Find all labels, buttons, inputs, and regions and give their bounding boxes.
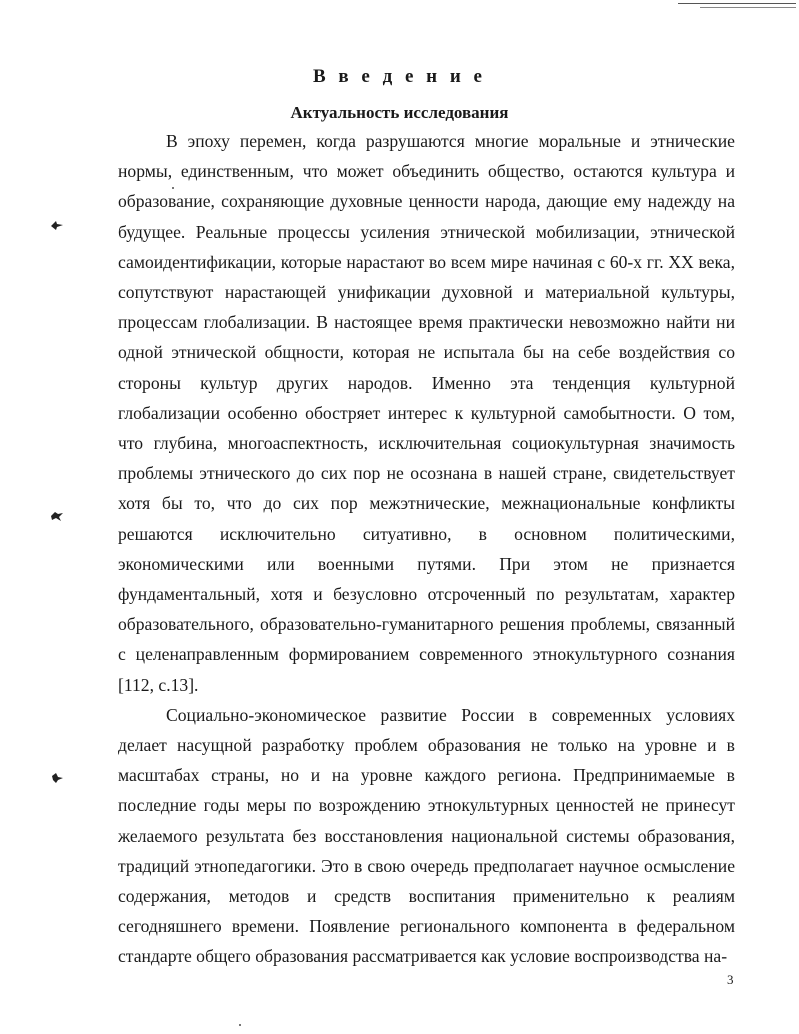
binding-hole-mark-icon	[50, 772, 64, 784]
binding-hole-mark-icon	[50, 510, 64, 522]
binding-hole-mark-icon	[50, 219, 64, 231]
scan-speck	[172, 187, 174, 189]
paragraph-1: В эпоху перемен, когда разрушаются многие моральные и этнические нормы, единственным, что может объединить общество, остаются культура и образование, сохраняющие духовные ценности народа, дающие ему надежду на будущее. Реальные процессы усиления этнической мобилизации, этнической самоидентификации, которые нарастают во всем мире начиная с 60-х гг. XX века, сопутствуют нарастающей унификации духовной и материальной культуры, процессам глобализации. В настоящее время практически невозможно найти ни одной этнической общности, которая не испытала бы на себе воздействия со стороны культур других народов. Именно эта тенденция культурной глобализации особенно обостряет интерес к культурной самобытности. О том, что глубина, многоаспектность, исключительная социокультурная значимость проблемы этнического до сих пор не осознана в нашей стране, свидетельствует хотя бы то, что до сих пор межэтнические, межнациональные конфликты решаются исключительно ситуативно, в основном политическими, экономическими или военными путями. При этом не признается фундаментальный, хотя и безусловно отсроченный по результатам, характер образовательного, образовательно-гуманитарного решения проблемы, связанный с целенаправленным формированием современного этнокультурного сознания [112, с.13].	[118, 131, 735, 695]
body-text	[118, 126, 735, 972]
scan-speck	[239, 1024, 241, 1026]
page-title: В в е д е н и е	[313, 66, 486, 87]
paragraph-2: Социально-экономическое развитие России в современных условиях делает насущной разработку проблем образования не только на уровне и в масштабах страны, но и на уровне каждого региона. Предпринимаемые в последние годы меры по возрождению этнокультурных ценностей не принесут желаемого результата без восстановления национальной системы образования, традиций этнопедагогики. Это в свою очередь предполагает научное осмысление содержания, методов и средств воспитания применительно к реалиям сегодняшнего времени. Появление регионального компонента в федеральном стандарте общего образования рассматривается как условие воспроизводства на-	[118, 704, 735, 967]
scan-edge-rule	[678, 3, 796, 4]
section-subtitle: Актуальность исследования	[290, 103, 509, 122]
page-number: 3	[727, 972, 734, 987]
scan-edge-rule	[700, 7, 796, 8]
